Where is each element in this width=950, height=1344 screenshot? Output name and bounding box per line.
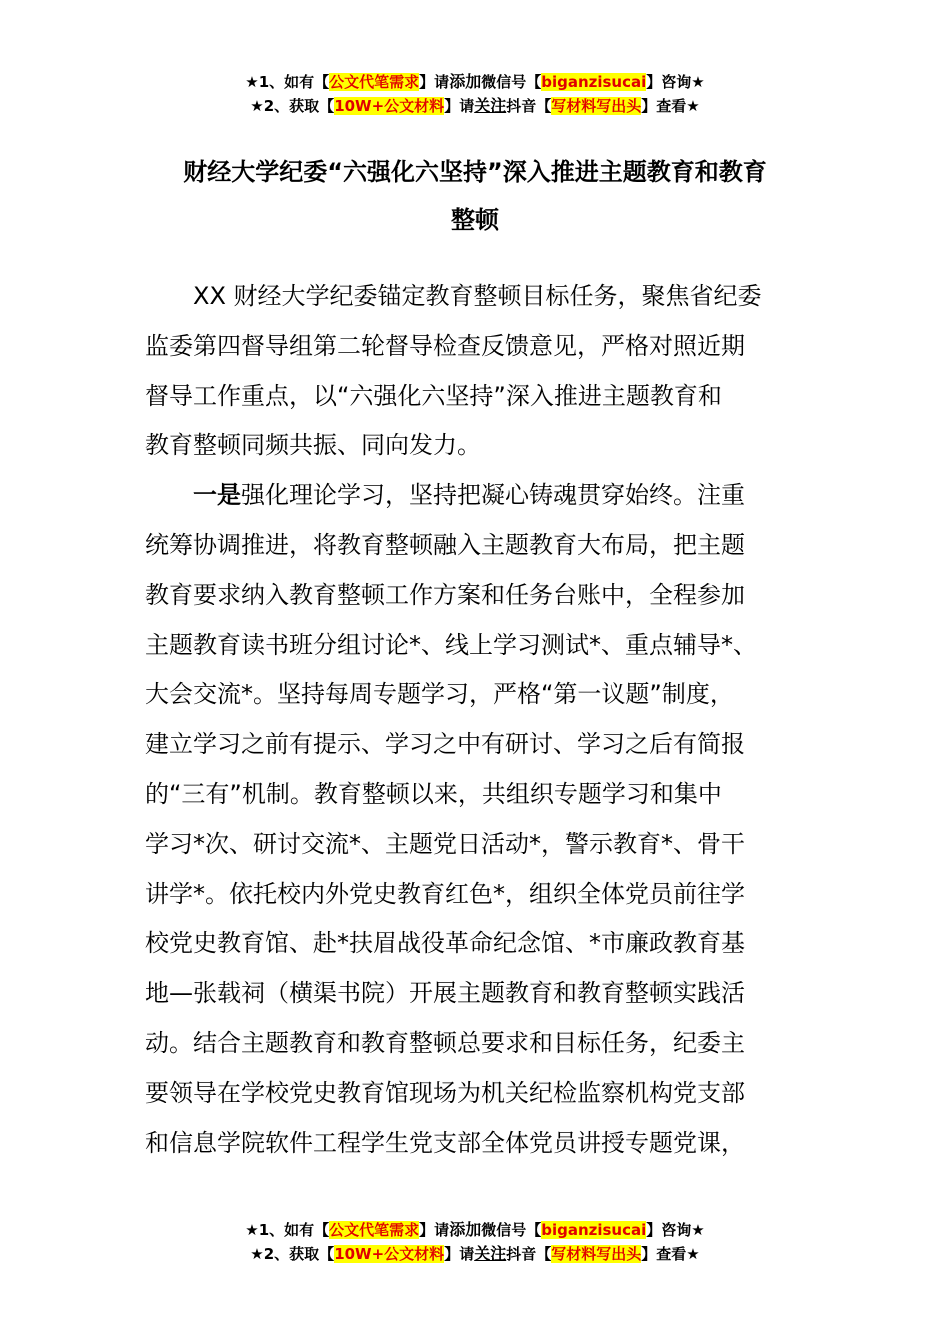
banner-line-2: ★2、获取【10W+公文材料】请关注抖音【写材料写出头】查看★ bbox=[250, 1244, 700, 1263]
paragraph-line: 地—张载祠（横渠书院）开展主题教育和教育整顿实践活 bbox=[145, 979, 745, 1008]
paragraph-line: 讲学*。依托校内外党史教育红色*，组织全体党员前往学 bbox=[145, 879, 745, 908]
paragraph-line: 校党史教育馆、赴*扶眉战役革命纪念馆、*市廉政教育基 bbox=[145, 929, 745, 958]
highlight-wechat-id: biganzisucai bbox=[541, 1221, 647, 1239]
document-title: 财经大学纪委“六强化六坚持”深入推进主题教育和教育 整顿 bbox=[183, 158, 767, 234]
section-lead: 一是 bbox=[193, 481, 241, 510]
paragraph-line: 学习*次、研讨交流*、主题党日活动*，警示教育*、骨干 bbox=[145, 829, 745, 858]
highlight-service: 公文代笔需求 bbox=[329, 73, 420, 91]
header-banner bbox=[0, 70, 950, 118]
paragraph-line: 的“三有”机制。教育整顿以来，共组织专题学习和集中 bbox=[145, 779, 722, 808]
highlight-wechat-id: biganzisucai bbox=[541, 73, 647, 91]
paragraph-line: 要领导在学校党史教育馆现场为机关纪检监察机构党支部 bbox=[145, 1078, 745, 1107]
paragraph-line: 主题教育读书班分组讨论*、线上学习测试*、重点辅导*、 bbox=[145, 630, 757, 659]
highlight-materials: 10W+公文材料 bbox=[334, 1245, 445, 1263]
paragraph-line: 教育整顿同频共振、同向发力。 bbox=[145, 431, 481, 460]
paragraph-line: 和信息学院软件工程学生党支部全体党员讲授专题党课， bbox=[145, 1128, 745, 1157]
footer-banner bbox=[0, 1218, 950, 1266]
highlight-materials: 10W+公文材料 bbox=[334, 97, 445, 115]
paragraph-line: 统筹协调推进，将教育整顿融入主题教育大布局，把主题 bbox=[145, 530, 745, 559]
paragraph-line: 一是强化理论学习，坚持把凝心铸魂贯穿始终。注重 bbox=[193, 481, 745, 510]
paragraph-line: 督导工作重点，以“六强化六坚持”深入推进主题教育和 bbox=[145, 381, 722, 410]
highlight-service: 公文代笔需求 bbox=[329, 1221, 420, 1239]
paragraph-line: 监委第四督导组第二轮督导检查反馈意见，严格对照近期 bbox=[145, 331, 745, 360]
banner-line-1: ★1、如有【公文代笔需求】请添加微信号【biganzisucai】咨询★ bbox=[245, 72, 705, 91]
paragraph-line: 建立学习之前有提示、学习之中有研讨、学习之后有简报 bbox=[145, 730, 745, 759]
paragraph-line: XX 财经大学纪委锚定教育整顿目标任务，聚焦省纪委 bbox=[193, 282, 762, 310]
document-body bbox=[145, 272, 805, 1168]
paragraph-line: 大会交流*。坚持每周专题学习，严格“第一议题”制度， bbox=[145, 680, 734, 709]
paragraph-line: 动。结合主题教育和教育整顿总要求和目标任务，纪委主 bbox=[145, 1028, 745, 1057]
banner-line-1: ★1、如有【公文代笔需求】请添加微信号【biganzisucai】咨询★ bbox=[245, 1220, 705, 1239]
banner-line-2: ★2、获取【10W+公文材料】请关注抖音【写材料写出头】查看★ bbox=[250, 96, 700, 115]
highlight-douyin-id: 写材料写出头 bbox=[551, 97, 642, 115]
paragraph-line: 教育要求纳入教育整顿工作方案和任务台账中，全程参加 bbox=[145, 580, 745, 609]
highlight-douyin-id: 写材料写出头 bbox=[551, 1245, 642, 1263]
